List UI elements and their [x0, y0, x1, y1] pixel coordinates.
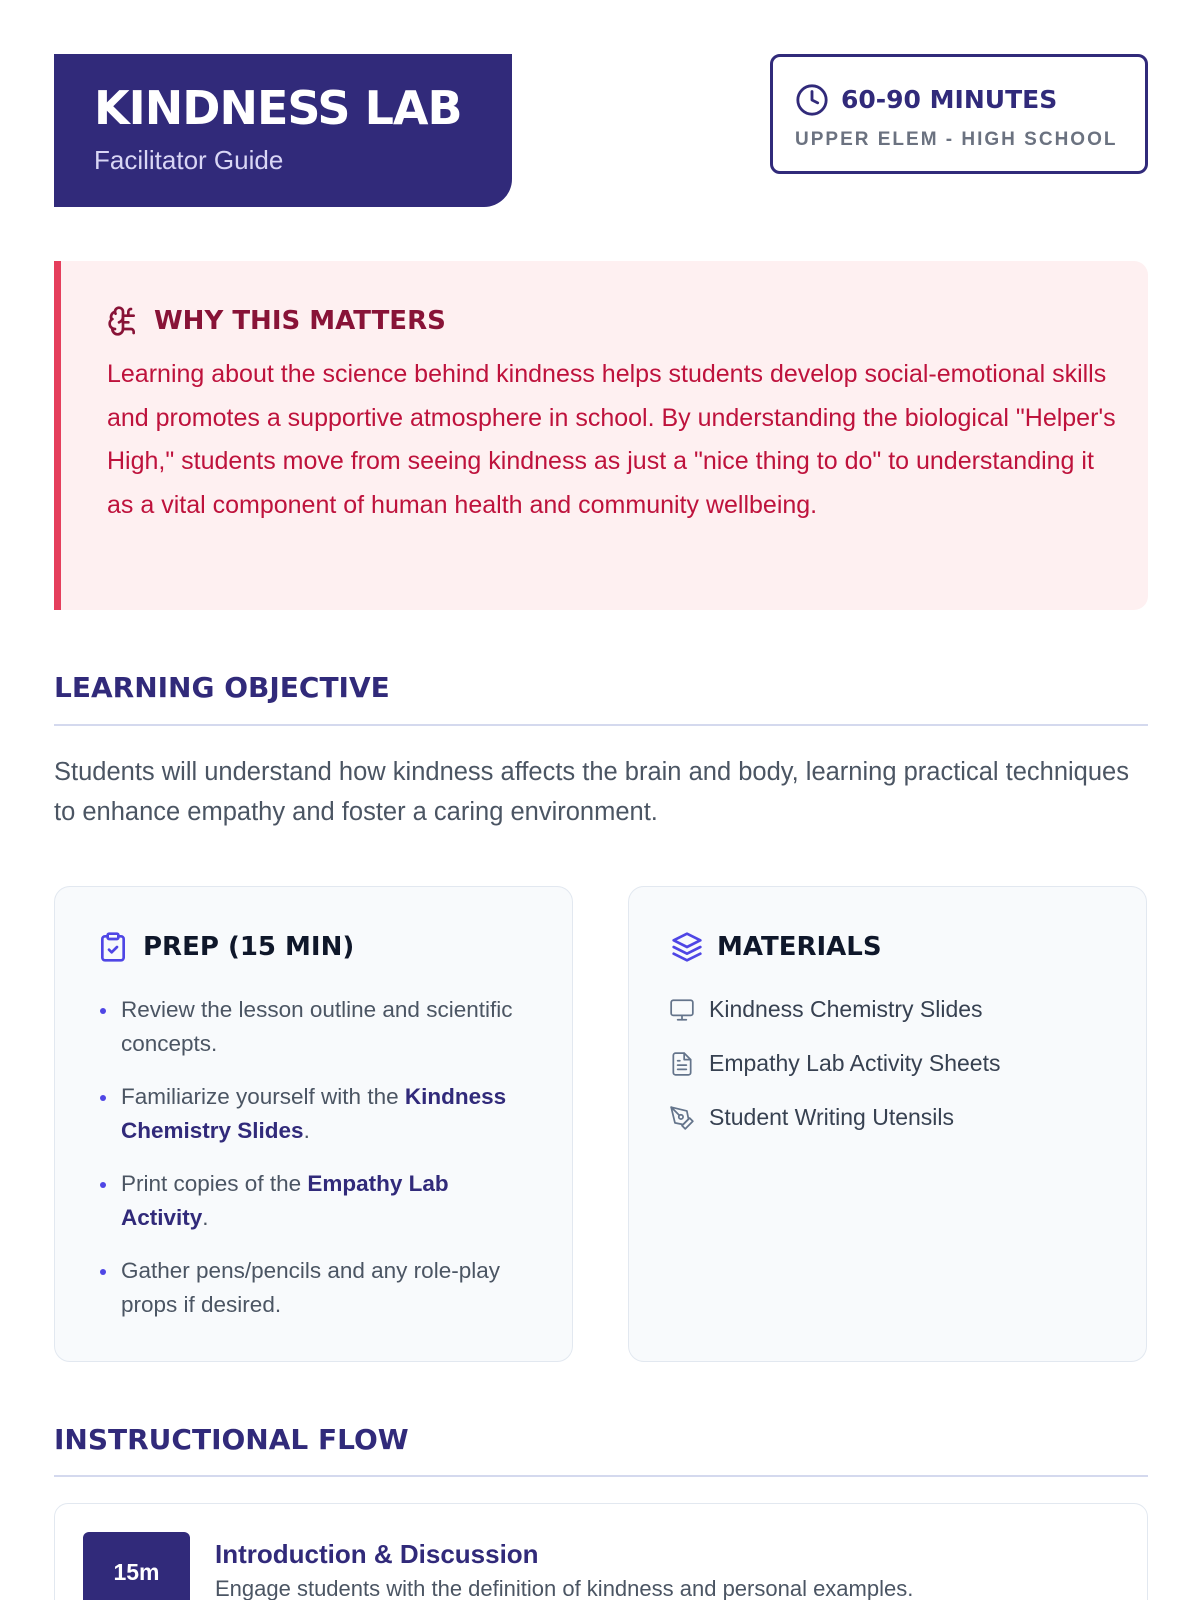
monitor-icon	[669, 997, 695, 1023]
brain-icon	[107, 305, 139, 337]
clipboard-check-icon	[97, 931, 129, 963]
prep-item-highlight: Empathy Lab Activity	[121, 1171, 449, 1230]
grade-range: UPPER ELEM - HIGH SCHOOL	[795, 129, 1118, 150]
page-subtitle: Facilitator Guide	[94, 145, 284, 175]
header	[54, 54, 1148, 206]
title-block	[54, 54, 512, 207]
material-label: Kindness Chemistry Slides	[709, 996, 983, 1022]
materials-card	[628, 886, 1147, 1362]
material-label: Student Writing Utensils	[709, 1104, 955, 1130]
material-label: Empathy Lab Activity Sheets	[709, 1050, 1001, 1076]
step-duration-badge: 15m	[83, 1532, 190, 1600]
why-title: WHY THIS MATTERS	[154, 306, 446, 336]
divider	[54, 724, 1148, 726]
clock-icon	[795, 83, 829, 117]
step-description: Engage students with the definition of kindness and personal examples.	[215, 1576, 914, 1600]
prep-item-text: Familiarize yourself with the	[121, 1084, 405, 1109]
section-title-learning-objective: LEARNING OBJECTIVE	[54, 671, 390, 704]
prep-card	[54, 886, 573, 1362]
page-title: KINDNESS LAB	[94, 81, 462, 135]
prep-item-text: Print copies of the	[121, 1171, 308, 1196]
list-item	[669, 989, 1001, 1043]
prep-title: PREP (15 MIN)	[143, 932, 355, 962]
layers-icon	[671, 931, 703, 963]
prep-item-text: Gather pens/pencils and any role-play props if desired.	[121, 1258, 500, 1317]
list-item	[121, 1080, 521, 1147]
list-item	[121, 1167, 521, 1234]
prep-item-highlight: Kindness Chemistry Slides	[121, 1084, 507, 1143]
materials-list	[669, 989, 1001, 1151]
materials-title: MATERIALS	[717, 932, 882, 962]
prep-item-punct: .	[202, 1204, 209, 1230]
why-this-matters-callout	[54, 261, 1148, 610]
flow-step-card	[54, 1503, 1148, 1600]
divider	[54, 1475, 1148, 1477]
why-body: Learning about the science behind kindness helps students develop social-emotional skills and promotes a supportive atmosphere in school. By understanding the biological "Helper's High," students move from seeing kindness as just a "nice thing to do" to understanding it as a vital component of human health and community wellbeing.	[107, 360, 1116, 519]
duration-box	[770, 54, 1148, 174]
prep-list	[121, 993, 521, 1341]
document-icon	[669, 1051, 695, 1077]
step-title: Introduction & Discussion	[215, 1539, 539, 1569]
prep-item-punct: .	[303, 1117, 310, 1143]
list-item	[121, 1254, 521, 1321]
list-item	[669, 1043, 1001, 1097]
duration-label: 60-90 MINUTES	[841, 85, 1058, 114]
pen-icon	[669, 1105, 695, 1131]
objective-text: Students will understand how kindness affects the brain and body, learning practical techniques to enhance empathy and foster a caring environment.	[54, 758, 1129, 826]
list-item	[121, 993, 521, 1060]
list-item	[669, 1097, 1001, 1151]
section-title-instructional-flow: INSTRUCTIONAL FLOW	[54, 1423, 409, 1456]
prep-item-text: Review the lesson outline and scientific concepts.	[121, 997, 513, 1056]
